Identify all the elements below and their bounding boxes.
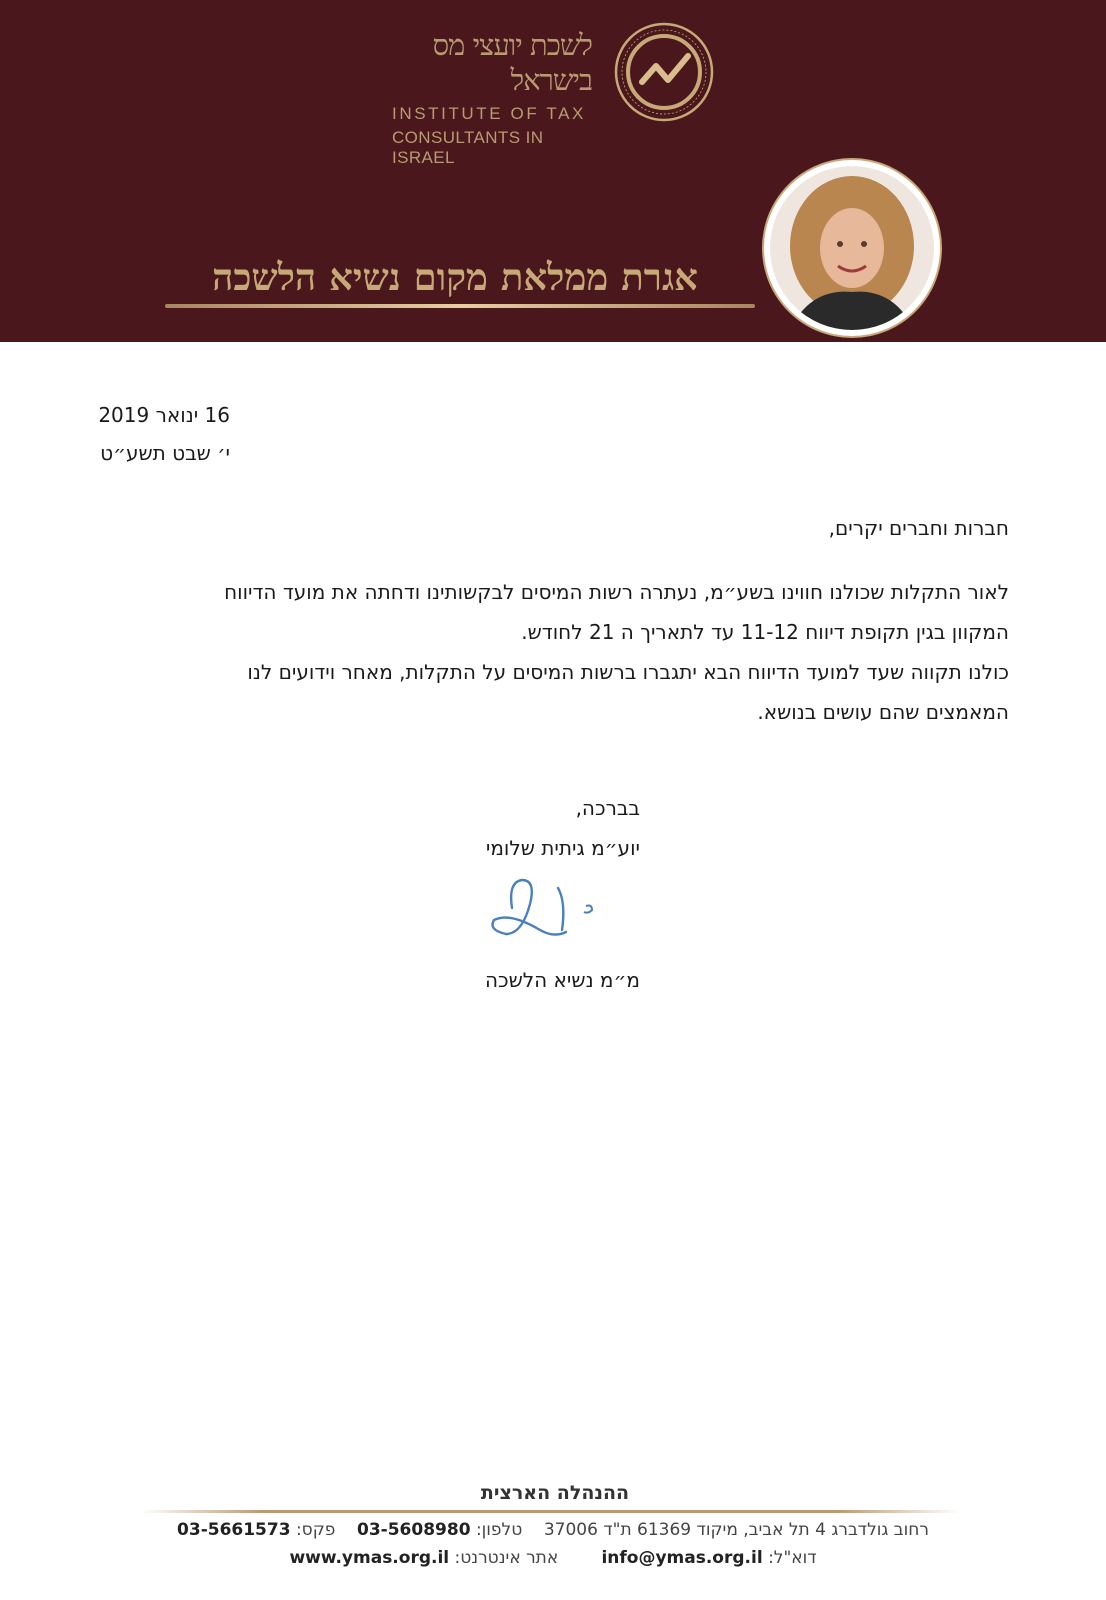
closing-block (380, 788, 640, 868)
letter-body (95, 508, 1009, 732)
date-hebrew: י׳ שבט תשע״ט (100, 441, 230, 465)
letterhead-banner (0, 0, 1106, 342)
email-link[interactable]: info@ymas.org.il (601, 1548, 763, 1568)
portrait-photo (770, 166, 934, 330)
phone-label: טלפון: (475, 1520, 523, 1540)
footer-divider (140, 1510, 960, 1513)
org-name-english-line2: CONSULTANTS IN ISRAEL (392, 128, 544, 167)
org-name-english-line1: INSTITUTE OF TAX (392, 104, 586, 123)
org-logo-text (392, 28, 602, 168)
signer-name: יוע״מ גיתית שלומי (485, 836, 640, 860)
paragraph-2-line-2: המאמצים שהם עושים בנושא. (757, 700, 1009, 724)
org-seal-logo (612, 20, 716, 124)
footer-web-row (100, 1548, 1006, 1568)
portrait-frame (764, 160, 940, 336)
phone-number: 03-5608980 (357, 1520, 471, 1540)
closing-phrase: בברכה, (575, 796, 640, 820)
paragraph-1-line-1: לאור התקלות שכולנו חווינו בשע״מ, נעתרה רשות המיסים לבקשותינו ודחתה את מועד הדיווח (224, 580, 1009, 604)
date-block (80, 396, 230, 472)
fax-label: פקס: (295, 1520, 336, 1540)
website-link[interactable]: www.ymas.org.il (289, 1548, 450, 1568)
letter-greeting: חברות וחברים יקרים, (828, 516, 1009, 540)
website-label: אתר אינטרנט: (454, 1548, 559, 1568)
paragraph-1-line-2: המקוון בגין תקופת דיווח 11-12 עד לתאריך ה 21 לחודש. (521, 620, 1009, 644)
title-underline (165, 304, 755, 308)
footer-address: רחוב גולדברג 4 תל אביב, מיקוד 61369 ת"ד 37006 (543, 1520, 929, 1540)
org-name-hebrew: לשכת יועצי מס בישראל (432, 28, 592, 97)
signer-title: מ״מ נשיא הלשכה (484, 968, 640, 992)
date-gregorian: 16 ינואר 2019 (98, 403, 230, 427)
handwritten-signature (470, 874, 620, 964)
footer-heading: ההנהלה הארצית (480, 1482, 630, 1504)
letter-title: אגרת ממלאת מקום נשיא הלשכה (212, 255, 698, 299)
fax-number: 03-5661573 (177, 1520, 291, 1540)
paragraph-2-line-1: כולנו תקווה שעד למועד הדיווח הבא יתגברו ברשות המיסים על התקלות, מאחר וידועים לנו (247, 660, 1009, 684)
email-label: דוא"ל: (768, 1548, 817, 1568)
footer-contact-row (100, 1520, 1006, 1540)
